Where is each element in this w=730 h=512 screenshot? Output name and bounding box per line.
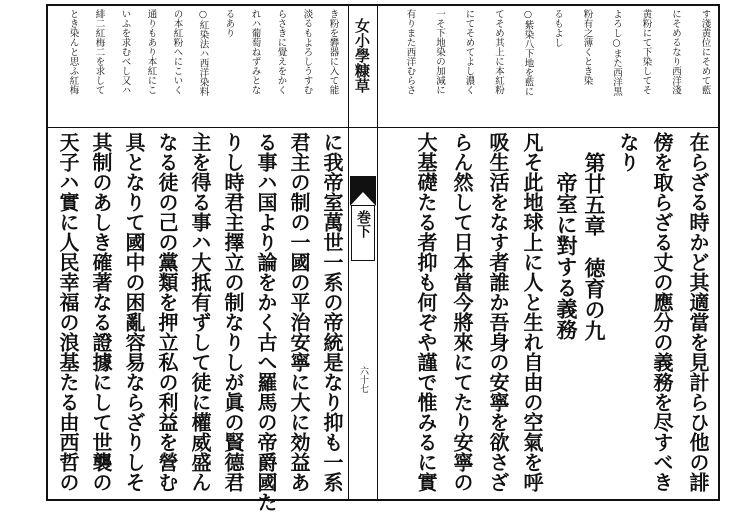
note-column: ○紫染八下地を藍に	[522, 9, 534, 96]
note-column: 有りまた西洋むらさ	[404, 9, 416, 95]
note-column: 通りもあり本紅にこ	[145, 9, 157, 95]
volume-label: 巻下	[355, 210, 371, 238]
body-column: 其制のあしき確著なる證據にして世襲の	[89, 132, 113, 492]
note-column: れハ葡萄ねずみとな	[249, 9, 261, 95]
body-column: りし時君主擇立の制なりしが眞の賢德君	[221, 132, 245, 492]
note-column: き粉を礬器に入て能	[327, 9, 339, 95]
body-column: 主を得る事ハ大抵有ずして徒に權威盛ん	[188, 132, 212, 492]
body-column: 大基礎たる者抑も何ぞや謹で惟みるに實	[414, 132, 438, 492]
note-column: てそめ其上に本紅粉	[493, 9, 504, 95]
note-column: す淺黄位にそめて藍	[699, 9, 711, 95]
body-column: 天子ハ實に人民幸福の浪基たる由西哲の	[56, 132, 80, 492]
fishtail-mark-icon	[350, 176, 376, 206]
note-column: 黄粉にて下染してそ	[640, 9, 652, 95]
body-column: 在らざる時かど其適當を見計らひ他の誹	[686, 132, 710, 492]
note-column: るあり	[223, 9, 235, 38]
note-column: の本紅粉へにこいく	[171, 9, 183, 95]
note-column: にそめるなり西洋淺	[670, 9, 681, 95]
body-column: 具となりて國中の困亂容易ならざりしそ	[122, 132, 146, 492]
note-column: らさきに覺えをかく	[275, 9, 287, 95]
body-column: なり	[616, 132, 640, 172]
body-column: 傍を取らざる丈の應分の義務を尽すべき	[650, 132, 674, 492]
note-column: 緋二紅梅二を求して	[93, 9, 105, 95]
body-column: に我帝室萬世一系の帝統是なり抑も一系	[320, 132, 344, 492]
note-column: 淡るもよろしうすむ	[301, 9, 313, 95]
note-column: ○紅染法ハ西洋染料	[197, 9, 209, 96]
note-column: にてそめてよし濃く	[463, 9, 475, 95]
page-number: 六十七	[358, 366, 368, 393]
notes-divider	[46, 127, 720, 128]
note-column: とき染んと思ふ紅梅	[67, 9, 79, 95]
book-title: 女小學糠草	[353, 18, 371, 93]
body-column: なる徒の己の黨類を押立私の利益を營む	[155, 132, 179, 492]
note-column: 粉有之薄くとき染	[581, 9, 593, 85]
body-column: 凡そ此地球上に人と生れ自由の空氣を呼	[520, 132, 544, 492]
note-column: いふを求むべし又ハ	[119, 9, 131, 95]
note-column: 一そ下地染の加減に	[434, 9, 445, 95]
body-column: らん然して日本當今將來にてたり安寧の	[450, 132, 474, 492]
note-column: るもよし	[552, 9, 563, 47]
body-column: る事ハ国より論をかく古へ羅馬の帝爵國た	[254, 132, 278, 512]
chapter-subtitle: 帝室に對する義務	[554, 172, 579, 340]
note-column: よろし○また西洋黒	[611, 9, 622, 96]
body-column: 吸生活をなす者誰か吾身の安寧を欲さざ	[486, 132, 510, 492]
chapter-heading: 第廿五章 徳育の九	[582, 152, 607, 341]
body-column: 君主の制の一國の平治安寧に大に効益あ	[287, 132, 311, 492]
